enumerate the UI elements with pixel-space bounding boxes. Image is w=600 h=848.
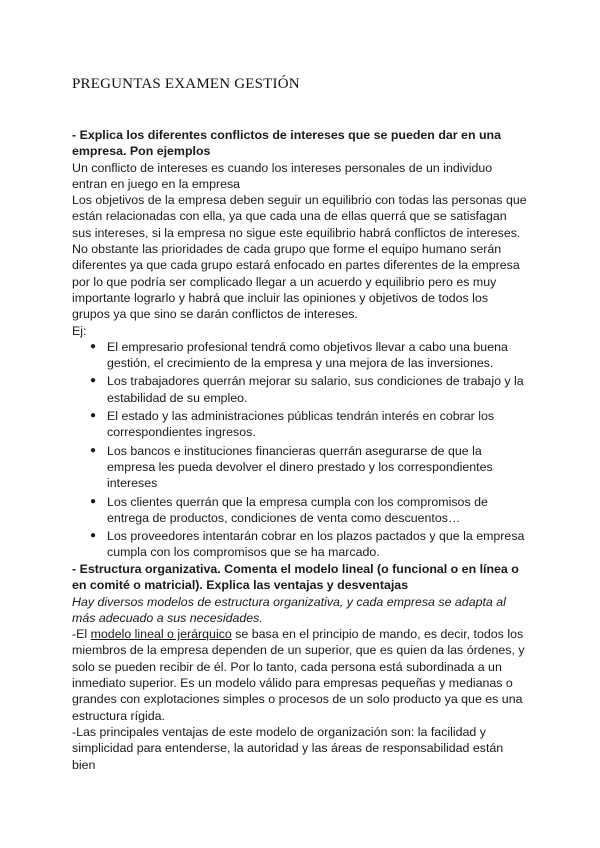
list-item-text: El empresario profesional tendrá como objetivos llevar a cabo una buena gestión, el crecimiento de la empresa y una mejora de las inversiones. [107,339,508,371]
paragraph-prefix: -El [72,627,91,642]
answer-2-paragraph-1 [72,626,528,724]
list-item [72,339,528,372]
question-2-section [72,561,528,773]
paragraph-body: se basa en el principio de mando, es decir, todos los miembros de la empresa dependen de un superior, que es quien da las órdenes, y solo se pueden recibir de él. Por lo tanto, cada persona está subordinada a un inmediato superior. Es un modelo válido para empresas pequeñas y medianas o grandes con explotaciones simples o procesos de un solo producto ya que es una estructura rígida. [72,627,525,723]
answer-1-paragraph-3: No obstante las prioridades de cada grupo que forme el equipo humano serán diferentes ya que cada grupo estará enfocado en partes diferentes de la empresa por lo que podría ser complicado llegar a un acuerdo y equilibrio pero es muy importante lograrlo y habrá que incluir las opiniones y objetivos de todos los grupos ya que sino se darán conflictos de intereses. [72,242,520,322]
question-2-heading: - Estructura organizativa. Comenta el modelo lineal (o funcional o en línea o en comité o matricial). Explica las ventajas y desventajas [72,562,519,593]
list-item [72,373,528,406]
list-item-text: Los trabajadores querrán mejorar su salario, sus condiciones de trabajo y la estabilidad de su empleo. [107,374,524,405]
bullet-icon: ● [90,495,97,507]
list-item-text: Los bancos e instituciones financieras querrán asegurarse de que la empresa les pueda devolver el dinero prestado y los correspondientes intereses [107,443,493,491]
list-item [72,443,528,492]
bullet-icon: ● [90,410,97,422]
bullet-icon: ● [90,444,97,456]
list-item-text: El estado y las administraciones públicas tendrán interés en cobrar los correspondientes ingresos. [107,409,495,440]
list-item-text: Los clientes querrán que la empresa cumpla con los compromisos de entrega de productos, condiciones de venta como descuentos… [107,494,488,525]
bullet-icon: ● [90,530,97,542]
answer-1-paragraph-2: Los objetivos de la empresa deben seguir un equilibrio con todas las personas que están relacionadas con ella, ya que cada una de ellas querrá que se satisfagan sus intereses, si la empresa no sigue este equilibrio habrá conflictos de intereses. [72,193,527,240]
question-1-section [72,127,528,563]
examples-list [72,339,528,561]
answer-1-paragraph-1: Un conflicto de intereses es cuando los intereses personales de un individuo entran en juego en la empresa [72,160,493,191]
underlined-term: modelo lineal o jerárquico [90,627,232,642]
answer-1-examples-label: Ej: [72,323,87,338]
document-title: PREGUNTAS EXAMEN GESTIÓN [72,76,300,92]
bullet-icon: ● [90,340,97,352]
list-item [72,528,528,561]
answer-2-intro: Hay diversos modelos de estructura organizativa, y cada empresa se adapta al más adecuado a sus necesidades. [72,594,506,625]
bullet-icon: ● [90,375,97,387]
list-item [72,408,528,441]
question-1-heading: - Explica los diferentes conflictos de intereses que se pueden dar en una empresa. Pon ejemplos [72,128,501,159]
answer-2-paragraph-2: -Las principales ventajas de este modelo de organización son: la facilidad y simplicidad para entenderse, la autoridad y las áreas de responsabilidad están bien [72,724,504,772]
list-item-text: Los proveedores intentarán cobrar en los plazos pactados y que la empresa cumpla con los compromisos que se ha marcado. [107,529,525,560]
list-item [72,494,528,527]
